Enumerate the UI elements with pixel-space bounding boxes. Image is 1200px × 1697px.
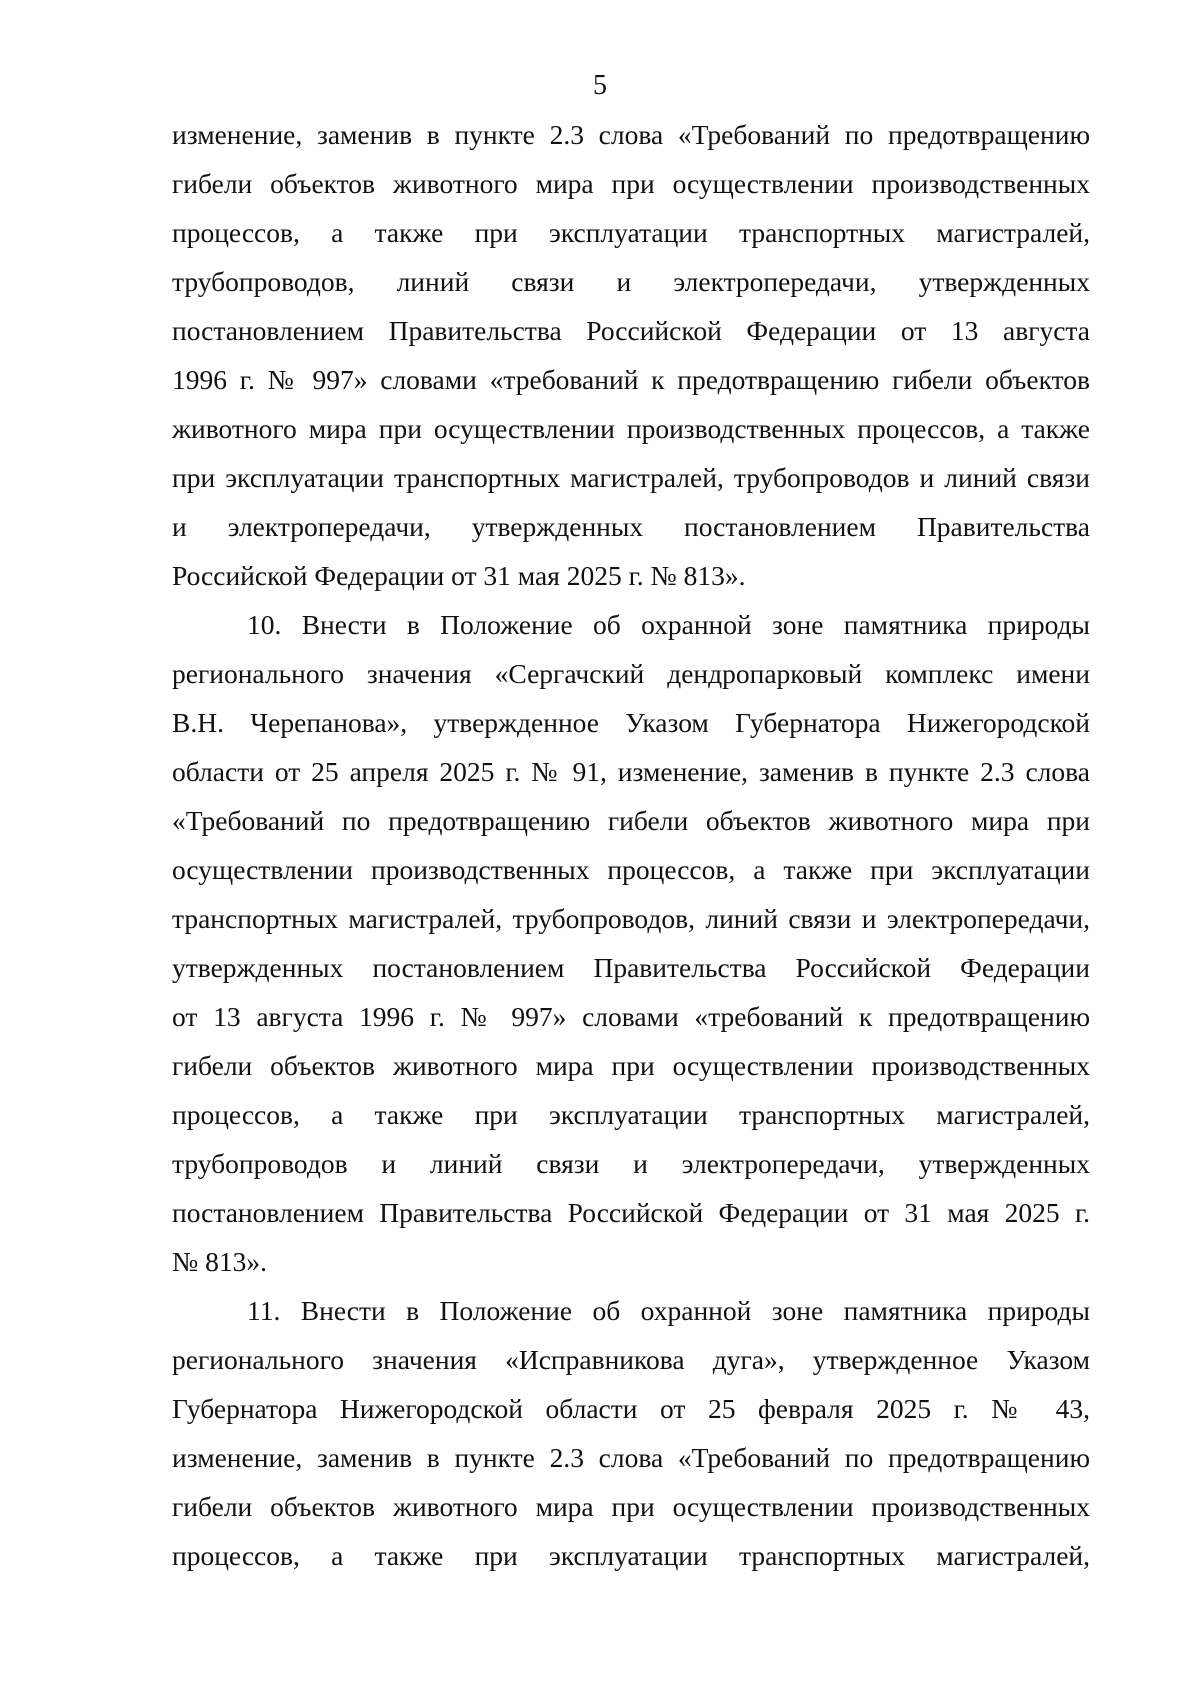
text-line: Российской Федерации от 31 мая 2025 г. № 813». <box>172 560 746 591</box>
text-line: процессов, а также при эксплуатации транспортных магистралей, <box>172 1099 1090 1130</box>
text-line: транспортных магистралей, трубопроводов, линий связи и электропередачи, <box>172 903 1090 934</box>
text-line: области от 25 апреля 2025 г. № 91, изменение, заменив в пункте 2.3 слова <box>172 756 1090 787</box>
text-line: 10. Внести в Положение об охранной зоне памятника природы <box>247 609 1090 640</box>
text-line: постановлением Правительства Российской Федерации от 13 августа <box>172 315 1090 346</box>
text-line: при эксплуатации транспортных магистралей, трубопроводов и линий связи <box>172 462 1090 493</box>
text-line: В.Н. Черепанова», утвержденное Указом Губернатора Нижегородской <box>172 707 1090 738</box>
text-line: «Требований по предотвращению гибели объектов животного мира при <box>172 805 1090 836</box>
text-line: процессов, а также при эксплуатации транспортных магистралей, <box>172 1540 1090 1571</box>
text-line: 11. Внести в Положение об охранной зоне памятника природы <box>247 1295 1090 1326</box>
text-line: от 13 августа 1996 г. № 997» словами «требований к предотвращению <box>172 1001 1090 1032</box>
text-line: изменение, заменив в пункте 2.3 слова «Требований по предотвращению <box>172 119 1090 150</box>
text-line: животного мира при осуществлении производственных процессов, а также <box>172 413 1090 444</box>
text-line: процессов, а также при эксплуатации транспортных магистралей, <box>172 217 1090 248</box>
text-line: трубопроводов и линий связи и электропередачи, утвержденных <box>172 1148 1090 1179</box>
text-line: трубопроводов, линий связи и электропередачи, утвержденных <box>172 266 1090 297</box>
text-line: регионального значения «Исправникова дуга», утвержденное Указом <box>172 1344 1090 1375</box>
text-line: и электропередачи, утвержденных постановлением Правительства <box>172 511 1090 542</box>
text-line: гибели объектов животного мира при осуществлении производственных <box>172 168 1090 199</box>
text-line: регионального значения «Сергачский дендропарковый комплекс имени <box>172 658 1090 689</box>
text-line: Губернатора Нижегородской области от 25 февраля 2025 г. № 43, <box>172 1393 1090 1424</box>
text-line: утвержденных постановлением Правительства Российской Федерации <box>172 952 1090 983</box>
text-line: № 813». <box>172 1246 267 1277</box>
text-line: 1996 г. № 997» словами «требований к предотвращению гибели объектов <box>172 364 1090 395</box>
text-line: гибели объектов животного мира при осуществлении производственных <box>172 1491 1090 1522</box>
text-line: изменение, заменив в пункте 2.3 слова «Требований по предотвращению <box>172 1442 1090 1473</box>
text-line: осуществлении производственных процессов, а также при эксплуатации <box>172 854 1090 885</box>
document-body <box>172 110 1090 1580</box>
text-line: гибели объектов животного мира при осуществлении производственных <box>172 1050 1090 1081</box>
text-line: постановлением Правительства Российской Федерации от 31 мая 2025 г. <box>172 1197 1090 1228</box>
page-number: 5 <box>593 70 607 101</box>
